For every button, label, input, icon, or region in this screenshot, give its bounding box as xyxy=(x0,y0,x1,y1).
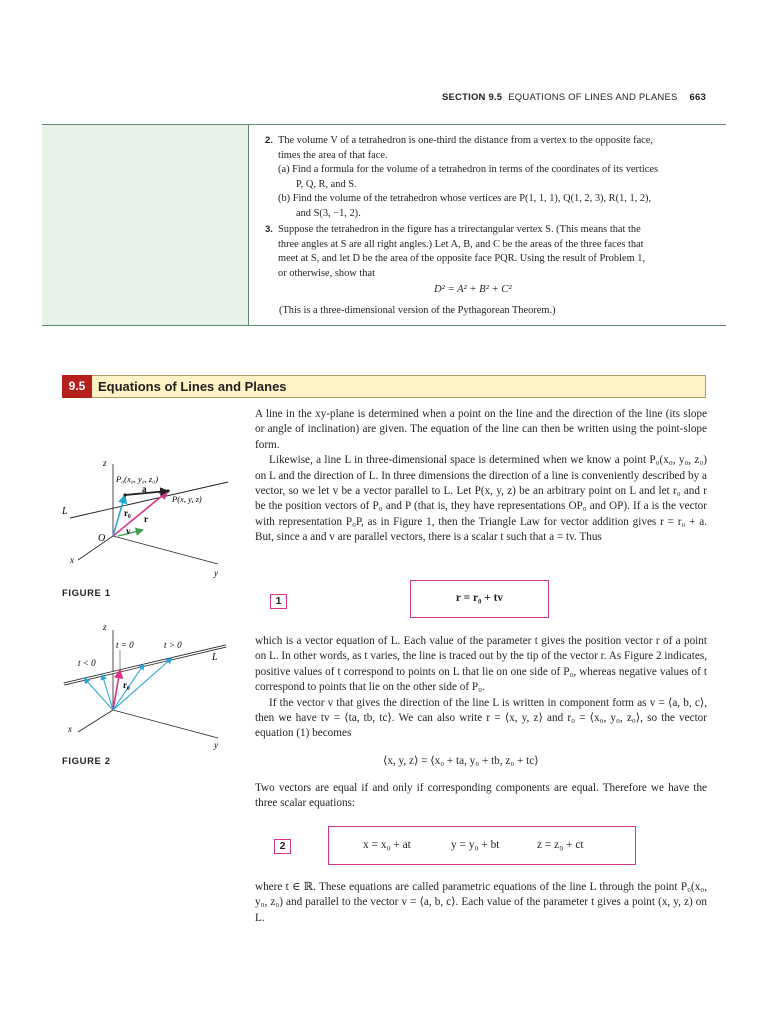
fig1-point-P0 xyxy=(123,493,126,496)
fig1-label-z: z xyxy=(103,458,107,468)
fig2-label-r0: r₀ xyxy=(123,680,130,690)
problem-2a: (a) Find a formula for the volume of a tetrahedron in terms of the coordinates of its vertices xyxy=(278,164,658,175)
fig1-vector-a xyxy=(125,491,168,495)
fig1-vector-v xyxy=(118,530,143,536)
problem-2-text: The volume V of a tetrahedron is one-third the distance from a vertex to the opposite face, xyxy=(278,135,653,146)
section-title: Equations of Lines and Planes xyxy=(98,379,287,394)
paragraph-4: If the vector v that gives the direction of the line L is written in component form as v = ⟨a, b, c⟩, then we have tv = ⟨ta, tb, tc⟩. We can also write r = ⟨x, y, z⟩ and r₀ = ⟨x₀, y₀, z₀⟩, so the vector equation (1) becomes xyxy=(255,696,707,740)
fig1-label-P: P(x, y, z) xyxy=(172,494,202,504)
fig1-label-x: x xyxy=(70,555,74,565)
problem-2-number: 2. xyxy=(265,135,273,146)
fig1-line-L xyxy=(70,482,228,518)
equation-2-x: x = x₀ + at xyxy=(363,839,411,851)
equation-1-number: 1 xyxy=(270,594,287,609)
header-section: SECTION 9.5 xyxy=(441,92,503,103)
fig2-label-z: z xyxy=(103,622,107,632)
fig1-label-r0: r₀ xyxy=(124,508,131,518)
figure-1-diagram xyxy=(58,452,238,582)
problem-2b: (b) Find the volume of the tetrahedron whose vertices are P(1, 1, 1), Q(1, 2, 3), R(1, 1, 2), xyxy=(278,193,652,204)
paragraph-intro xyxy=(255,407,707,546)
fig2-label-y: y xyxy=(214,740,218,750)
paragraph-3: which is a vector equation of L. Each value of the parameter t gives the position vector r of a point on L. In other words, as t varies, the line is traced out by the tip of the vector r. As Figure 2 indicates, positive values of t correspond to points on L that lie on one side of P₀, whereas negative values of t correspond to points that lie on the other side of P₀. xyxy=(255,635,707,694)
running-header xyxy=(442,92,706,103)
problem-3 xyxy=(265,223,705,281)
fig2-label-tpos: t > 0 xyxy=(164,640,182,650)
equation-2-z: z = z₀ + ct xyxy=(537,839,584,851)
fig2-x-axis xyxy=(78,710,113,732)
fig1-label-P0: P₀(x₀, y₀, z₀) xyxy=(116,474,159,484)
problems-side-panel xyxy=(42,125,249,325)
page-number: 663 xyxy=(689,92,706,103)
equation-2-box xyxy=(328,826,636,865)
problem-2 xyxy=(265,134,705,221)
fig1-label-O: O xyxy=(98,533,106,544)
problem-3-line-1: Suppose the tetrahedron in the figure has a trirectangular vertex S. (This means that the xyxy=(278,224,641,235)
fig2-label-L: L xyxy=(212,652,218,663)
paragraph-5: Two vectors are equal if and only if corresponding components are equal. Therefore we have the three scalar equations: xyxy=(255,782,707,810)
figure-2-diagram xyxy=(58,620,238,750)
problem-2b-cont: and S(3, −1, 2). xyxy=(296,207,361,219)
vector-equation-components: ⟨x, y, z⟩ = ⟨x₀ + ta, y₀ + tb, z₀ + tc⟩ xyxy=(383,755,539,767)
figure-2-label: FIGURE 2 xyxy=(62,756,111,767)
fig1-label-y: y xyxy=(214,568,218,578)
problem-3-note: (This is a three-dimensional version of the Pythagorean Theorem.) xyxy=(279,305,556,316)
equation-1-box xyxy=(410,580,549,618)
paragraph-vector-eq xyxy=(255,634,707,742)
fig1-label-L: L xyxy=(62,506,68,517)
problem-3-number: 3. xyxy=(265,224,273,235)
fig1-label-r: r xyxy=(144,514,148,524)
fig1-point-P xyxy=(166,489,169,492)
problem-3-line-4: or otherwise, show that xyxy=(278,267,375,279)
problem-3-line-2: three angles at S are all right angles.) Let A, B, and C be the areas of the three faces that xyxy=(278,238,644,250)
fig1-label-v: v xyxy=(126,526,131,536)
fig2-label-t0: t = 0 xyxy=(116,640,134,650)
equation-2-y: y = y₀ + bt xyxy=(451,839,500,851)
figure-1-label: FIGURE 1 xyxy=(62,588,111,599)
problem-2a-cont: P, Q, R, and S. xyxy=(296,178,357,190)
fig2-y-axis xyxy=(113,710,218,738)
section-number: 9.5 xyxy=(62,375,92,398)
problem-2-text-cont: times the area of that face. xyxy=(278,149,388,161)
fig1-vector-r xyxy=(113,491,168,536)
paragraph-6: where t ∈ ℝ. These equations are called parametric equations of the line L through the point P₀(x₀, y₀, z₀) and parallel to the vector v = ⟨a, b, c⟩. Each value of the parameter t gives a point (x, y, z) on L. xyxy=(255,881,707,924)
paragraph-scalar xyxy=(255,781,707,812)
fig1-x-axis xyxy=(78,536,113,560)
fig1-label-a: a xyxy=(142,484,147,494)
equation-1: r = r₀ + tv xyxy=(455,592,504,604)
paragraph-1: A line in the xy-plane is determined when a point on the line and the direction of the line (its slope or angle of inclination) are given. The equation of the line can then be written using the point-slope form. xyxy=(255,408,707,451)
problem-3-line-3: meet at S, and let D be the area of the opposite face PQR. Using the result of Problem 1, xyxy=(278,253,646,264)
problem-3-equation: D² = A² + B² + C² xyxy=(434,284,512,295)
fig1-y-axis xyxy=(113,536,218,564)
header-title: EQUATIONS OF LINES AND PLANES xyxy=(508,92,678,103)
paragraph-parametric xyxy=(255,880,707,926)
fig2-label-tneg: t < 0 xyxy=(78,658,96,668)
equation-2-number: 2 xyxy=(274,839,291,854)
fig2-label-x: x xyxy=(68,724,72,734)
paragraph-2: Likewise, a line L in three-dimensional space is determined when we know a point P₀(x₀, y₀, z₀) on L and the direction of L. In three dimensions the direction of a line is conveniently described by a vector, so we let v be a vector parallel to L. Let P(x, y, z) be an arbitrary point on L and let r₀ and r be the position vectors of P₀ and P (that is, they have representations OP₀ and OP). If a is the vector with representation P₀P, as in Figure 1, then the Triangle Law for vector addition gives r = r₀ + a. But, since a and v are parallel vectors, there is a scalar t such that a = tv. Thus xyxy=(255,454,707,544)
